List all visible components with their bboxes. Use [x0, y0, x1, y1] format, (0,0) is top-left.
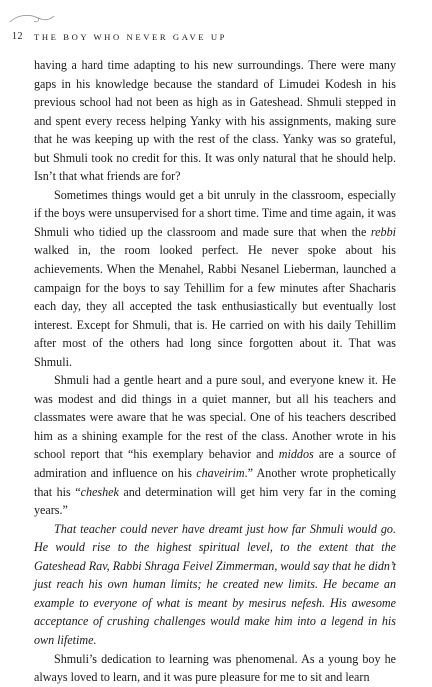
- italic-text: rebbi: [370, 224, 396, 239]
- text-run: walked in, the room looked perfect. He never spoke about his achievements. When the Menahel, Rabbi Nesanel Lieberman, launched a campaign for the boys to say Tehillim for a few minutes after Shacharis each day, they all accepted the task enthusiastically but eventually lost interest. Except for Shmuli, that is. He carried on with his daily Tehillim after most of the others had long since forgotten about it. That was Shmuli.: [34, 243, 396, 369]
- italic-text: That teacher could never have dreamt just how far Shmuli would go. He would rise to the highest spiritual level, to the extent that the Gateshead Rav, Rabbi Shraga Feivel Zimmerman, would say that he didn’t just reach his own human limits; he created new limits. He became an example to everyone of what is meant by mesirus nefesh. His awesome acceptance of crushing challenges would make him into a legend in his own lifetime.: [34, 521, 396, 647]
- text-run: Shmuli had a gentle heart and a pure soul, and everyone knew it. He was modest and did things in a quiet manner, but all his teachers and classmates were aware that he was special. One of his teachers described him as a shining example for the rest of the class. Another wrote in his school report that “his exemplary behavior and: [34, 373, 396, 462]
- paragraph: [34, 186, 396, 371]
- paragraph: [34, 56, 396, 186]
- text-run: having a hard time adapting to his new surroundings. There were many gaps in his knowledge because the standard of Limudei Kodesh in his previous school had not been as high as in Gateshead. Shmuli stepped in and spent every recess helping Yanky with his assignments, making sure that he was keeping up with the rest of the class. Yanky was so grateful, but Shmuli took no credit for this. It was only natural that he should help. Isn’t that what friends are for?: [34, 58, 396, 184]
- paragraph: [34, 520, 396, 650]
- paragraph: [34, 371, 396, 519]
- text-run: .” Another wrote prophetically that his “: [34, 466, 396, 499]
- page-number: 12: [12, 31, 23, 42]
- text-run: Sometimes things would get a bit unruly in the classroom, especially if the boys were unsupervised for a short time. Time and time again, it was Shmuli who tidied up the classroom and made sure that when the: [34, 187, 396, 239]
- ornament-flourish: [8, 12, 56, 26]
- italic-text: chaveirim: [196, 466, 245, 481]
- italic-text: middos: [278, 447, 314, 462]
- text-run: and determination will get him very far in the coming years.”: [34, 484, 396, 518]
- text-run: are a source of admiration and influence on his: [34, 447, 396, 481]
- running-header: [12, 31, 420, 45]
- text-run: Shmuli’s dedication to learning was phenomenal. As a young boy he always loved to learn, and it was pure pleasure for me to sit and learn: [34, 651, 396, 685]
- running-title: THE BOY WHO NEVER GAVE UP: [34, 32, 228, 42]
- italic-text: cheshek: [80, 484, 119, 499]
- paragraph: [34, 650, 396, 687]
- body-text: [34, 56, 396, 687]
